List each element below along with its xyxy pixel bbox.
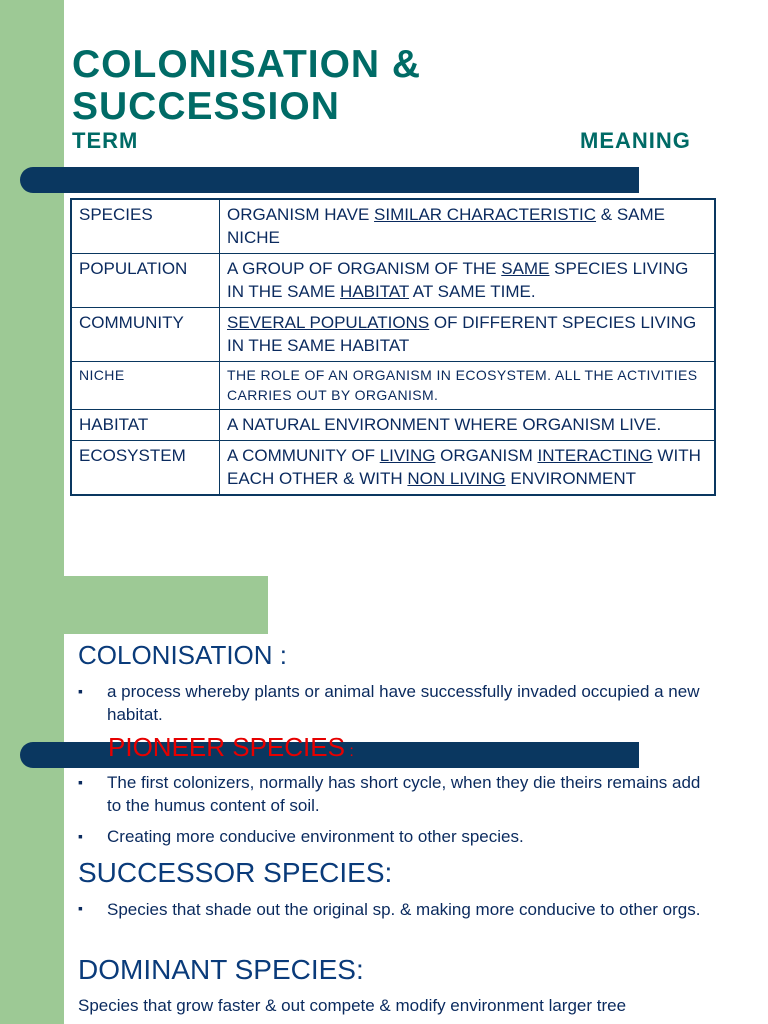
successor-species-heading: SUCCESSOR SPECIES: [78, 857, 393, 888]
meaning-text: AT SAME TIME. [409, 282, 536, 301]
meaning-cell [220, 362, 716, 410]
meaning-text: & SAME NICHE [227, 205, 665, 247]
bullet-text: The first colonizers, normally has short cycle, when they die theirs remains add to the humus content of soil. [107, 773, 701, 815]
dominant-species-text: Species that grow faster & out compete & modify environment larger tree [78, 996, 627, 1015]
terms-table [70, 198, 716, 496]
underlined-text: NON LIVING [407, 469, 506, 488]
term-cell: ECOSYSTEM [71, 441, 220, 496]
table-row [71, 254, 715, 308]
term-cell: POPULATION [71, 254, 220, 308]
table-row [71, 199, 715, 254]
meaning-text: OF DIFFERENT SPECIES LIVING IN THE SAME HABITAT [227, 313, 697, 355]
meaning-text: A COMMUNITY OF [227, 446, 380, 465]
title-line-2: SUCCESSION [72, 85, 340, 128]
bullet-icon: ▪ [78, 900, 83, 916]
bullet-icon: ▪ [78, 774, 83, 790]
underlined-text: LIVING [379, 446, 436, 465]
dominant-species-heading: DOMINANT SPECIES: [78, 954, 364, 985]
bullet-icon: ▪ [78, 828, 83, 844]
table-row [71, 308, 715, 362]
meaning-text: A GROUP OF ORGANISM OF THE [227, 259, 502, 278]
bullet-text: Creating more conducive environment to other species. [107, 827, 524, 846]
meaning-cell [220, 441, 716, 496]
underlined-text: INTERACTING [537, 446, 653, 465]
bullet-text: a process whereby plants or animal have successfully invaded occupied a new habitat. [107, 682, 700, 724]
bullet-icon: ▪ [78, 683, 83, 699]
green-left-strip [0, 576, 64, 1024]
column-heading-meaning: MEANING [580, 128, 691, 153]
meaning-cell [220, 308, 716, 362]
pioneer-heading-colon: : [344, 743, 354, 760]
term-cell: HABITAT [71, 410, 220, 441]
meaning-text: ENVIRONMENT [505, 469, 636, 488]
meaning-text: SPECIES LIVING IN THE SAME [227, 259, 689, 301]
meaning-text: THE ROLE OF AN ORGANISM IN ECOSYSTEM. ALL THE ACTIVITIES CARRIES OUT BY ORGANISM. [227, 367, 698, 403]
page-title [72, 44, 421, 128]
colonisation-heading: COLONISATION : [78, 640, 287, 670]
column-heading-term: TERM [72, 128, 139, 153]
underlined-text: SEVERAL POPULATIONS [227, 313, 430, 332]
underlined-text: SAME [501, 259, 550, 278]
meaning-text: WITH EACH OTHER & WITH [227, 446, 701, 488]
table-row [71, 410, 715, 441]
pioneer-species-heading [108, 732, 354, 763]
meaning-cell [220, 254, 716, 308]
meaning-text: ORGANISM HAVE [227, 205, 375, 224]
meaning-cell [220, 199, 716, 254]
table-row [71, 441, 715, 496]
bullet-text: Species that shade out the original sp. & making more conducive to other orgs. [107, 900, 701, 919]
meaning-cell [220, 410, 716, 441]
meaning-text: ORGANISM [435, 446, 538, 465]
term-cell: NICHE [71, 362, 220, 410]
table-row [71, 362, 715, 410]
meaning-text: A NATURAL ENVIRONMENT WHERE ORGANISM LIVE. [227, 415, 662, 434]
underlined-text: HABITAT [340, 282, 410, 301]
decorative-bar [20, 167, 639, 193]
underlined-text: SIMILAR CHARACTERISTIC [374, 205, 597, 224]
term-cell: SPECIES [71, 199, 220, 254]
term-cell: COMMUNITY [71, 308, 220, 362]
title-line-1: COLONISATION & [72, 43, 422, 86]
pioneer-heading-text: PIONEER SPECIES [108, 732, 345, 762]
